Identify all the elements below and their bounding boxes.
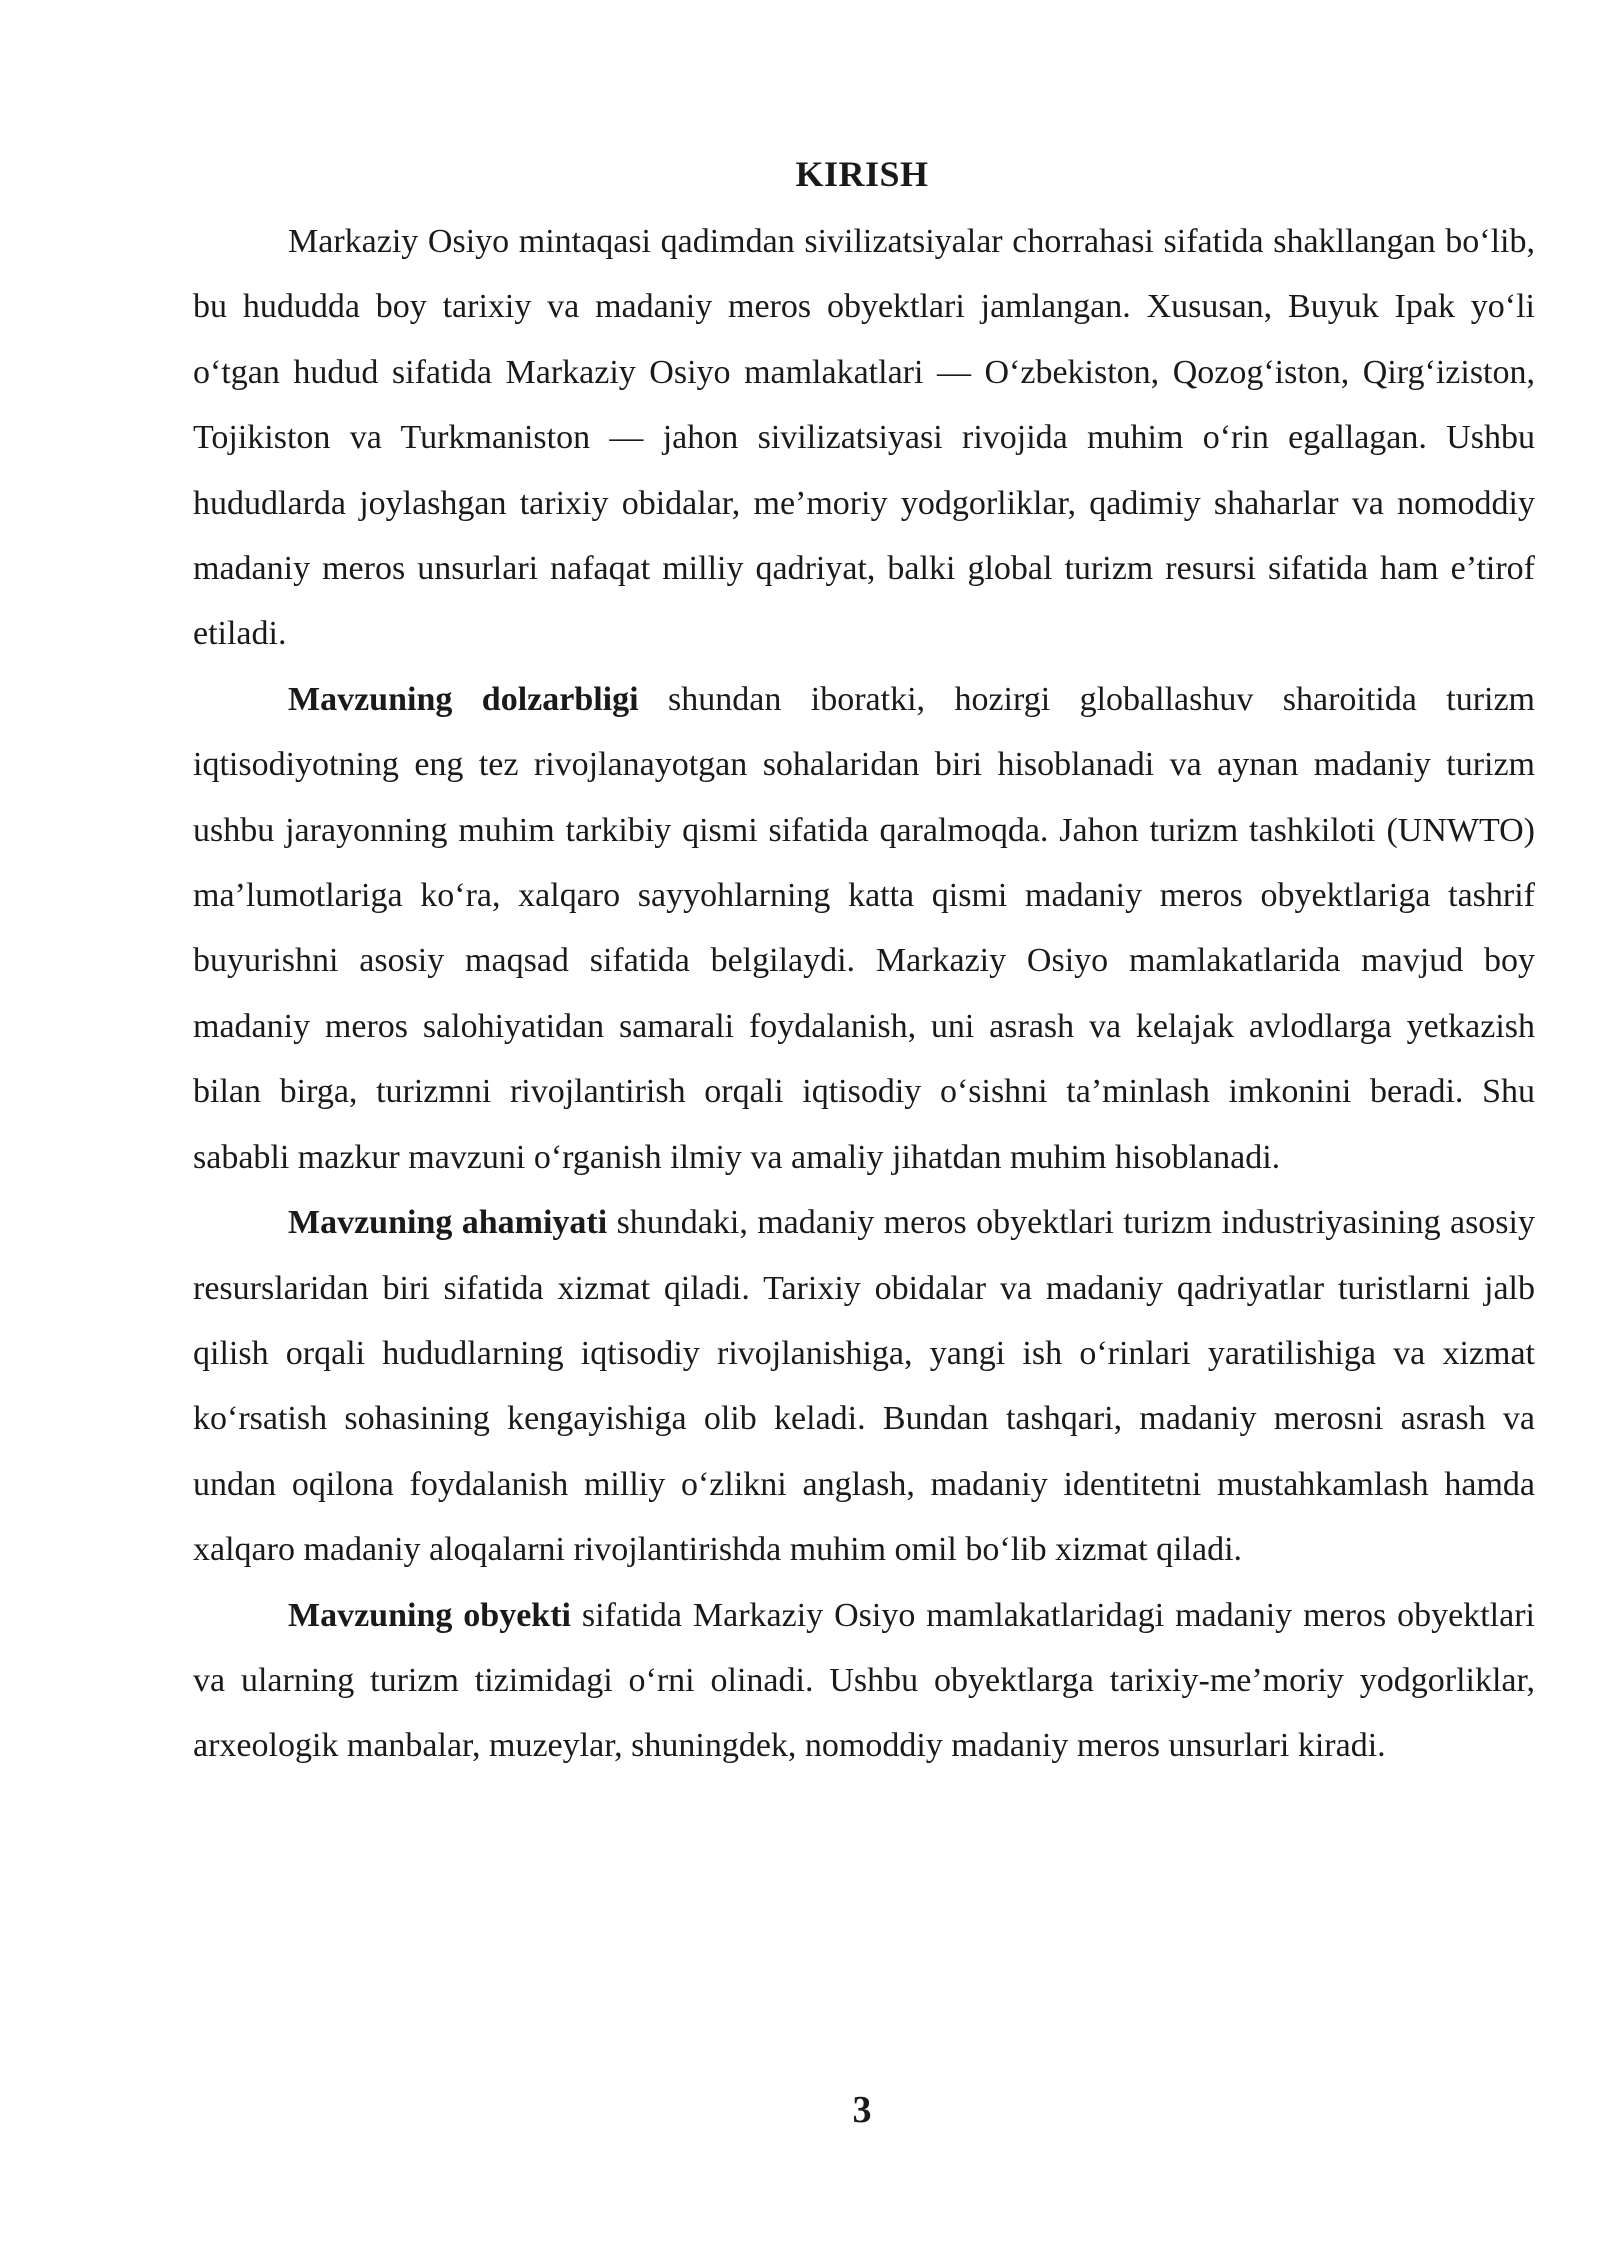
paragraph-object (193, 1583, 1535, 1779)
paragraph-relevance (193, 667, 1535, 1190)
paragraph-importance (193, 1190, 1535, 1582)
paragraph-importance-lead: Mavzuning ahamiyati (288, 1204, 608, 1242)
paragraph-intro-text: Markaziy Osiyo mintaqasi qadimdan sivilizatsiyalar chorrahasi sifatida shakllangan bo‘lib, bu hududda boy tarixiy va madaniy meros obyektlari jamlangan. Xususan, Buyuk Ipak yo‘li o‘tgan hudud sifatida Markaziy Osiyo mamlakatlari — O‘zbekiston, Qozog‘iston, Qirg‘iziston, Tojikiston va Turkmaniston — jahon sivilizatsiyasi rivojida muhim o‘rin egallagan. Ushbu hududlarda joylashgan tarixiy obidalar, me’moriy yodgorliklar, qadimiy shaharlar va nomoddiy madaniy meros unsurlari nafaqat milliy qadriyat, balki global turizm resursi sifatida ham e’tirof etiladi. (193, 223, 1535, 653)
paragraph-intro (193, 209, 1535, 667)
paragraph-importance-text: shundaki, madaniy meros obyektlari turizm industriyasining asosiy resurslaridan biri sifatida xizmat qiladi. Tarixiy obidalar va madaniy qadriyatlar turistlarni jalb qilish orqali hududlarning iqtisodiy rivojlanishiga, yangi ish o‘rinlari yaratilishiga va xizmat ko‘rsatish sohasining kengayishiga olib keladi. Bundan tashqari, madaniy merosni asrash va undan oqilona foydalanish milliy o‘zlikni anglash, madaniy identitetni mustahkamlash hamda xalqaro madaniy aloqalarni rivojlantirishda muhim omil bo‘lib xizmat qiladi. (193, 1204, 1535, 1569)
paragraph-relevance-lead: Mavzuning dolzarbligi (288, 680, 639, 718)
page-number: 3 (852, 2089, 872, 2131)
paragraph-object-lead: Mavzuning obyekti (288, 1596, 571, 1634)
paragraph-relevance-text: shundan iboratki, hozirgi globallashuv sharoitida turizm iqtisodiyotning eng tez rivojlanayotgan sohalaridan biri hisoblanadi va aynan madaniy turizm ushbu jarayonning muhim tarkibiy qismi sifatida qaralmoqda. Jahon turizm tashkiloti (UNWTO) ma’lumotlariga ko‘ra, xalqaro sayyohlarning katta qismi madaniy meros obyektlariga tashrif buyurishni asosiy maqsad sifatida belgilaydi. Markaziy Osiyo mamlakatlarida mavjud boy madaniy meros salohiyatidan samarali foydalanish, uni asrash va kelajak avlodlarga yetkazish bilan birga, turizmni rivojlantirish orqali iqtisodiy o‘sishni ta’minlash imkonini beradi. Shu sababli mazkur mavzuni o‘rganish ilmiy va amaliy jihatdan muhim hisoblanadi. (193, 680, 1536, 1176)
section-heading: KIRISH (795, 154, 929, 194)
paragraph-object-text: sifatida Markaziy Osiyo mamlakatlaridagi madaniy meros obyektlari va ularning turizm tizimidagi o‘rni olinadi. Ushbu obyektlarga tarixiy-me’moriy yodgorliklar, arxeologik manbalar, muzeylar, shuningdek, nomoddiy madaniy meros unsurlari kiradi. (193, 1596, 1535, 1765)
body-text (193, 209, 1535, 1779)
